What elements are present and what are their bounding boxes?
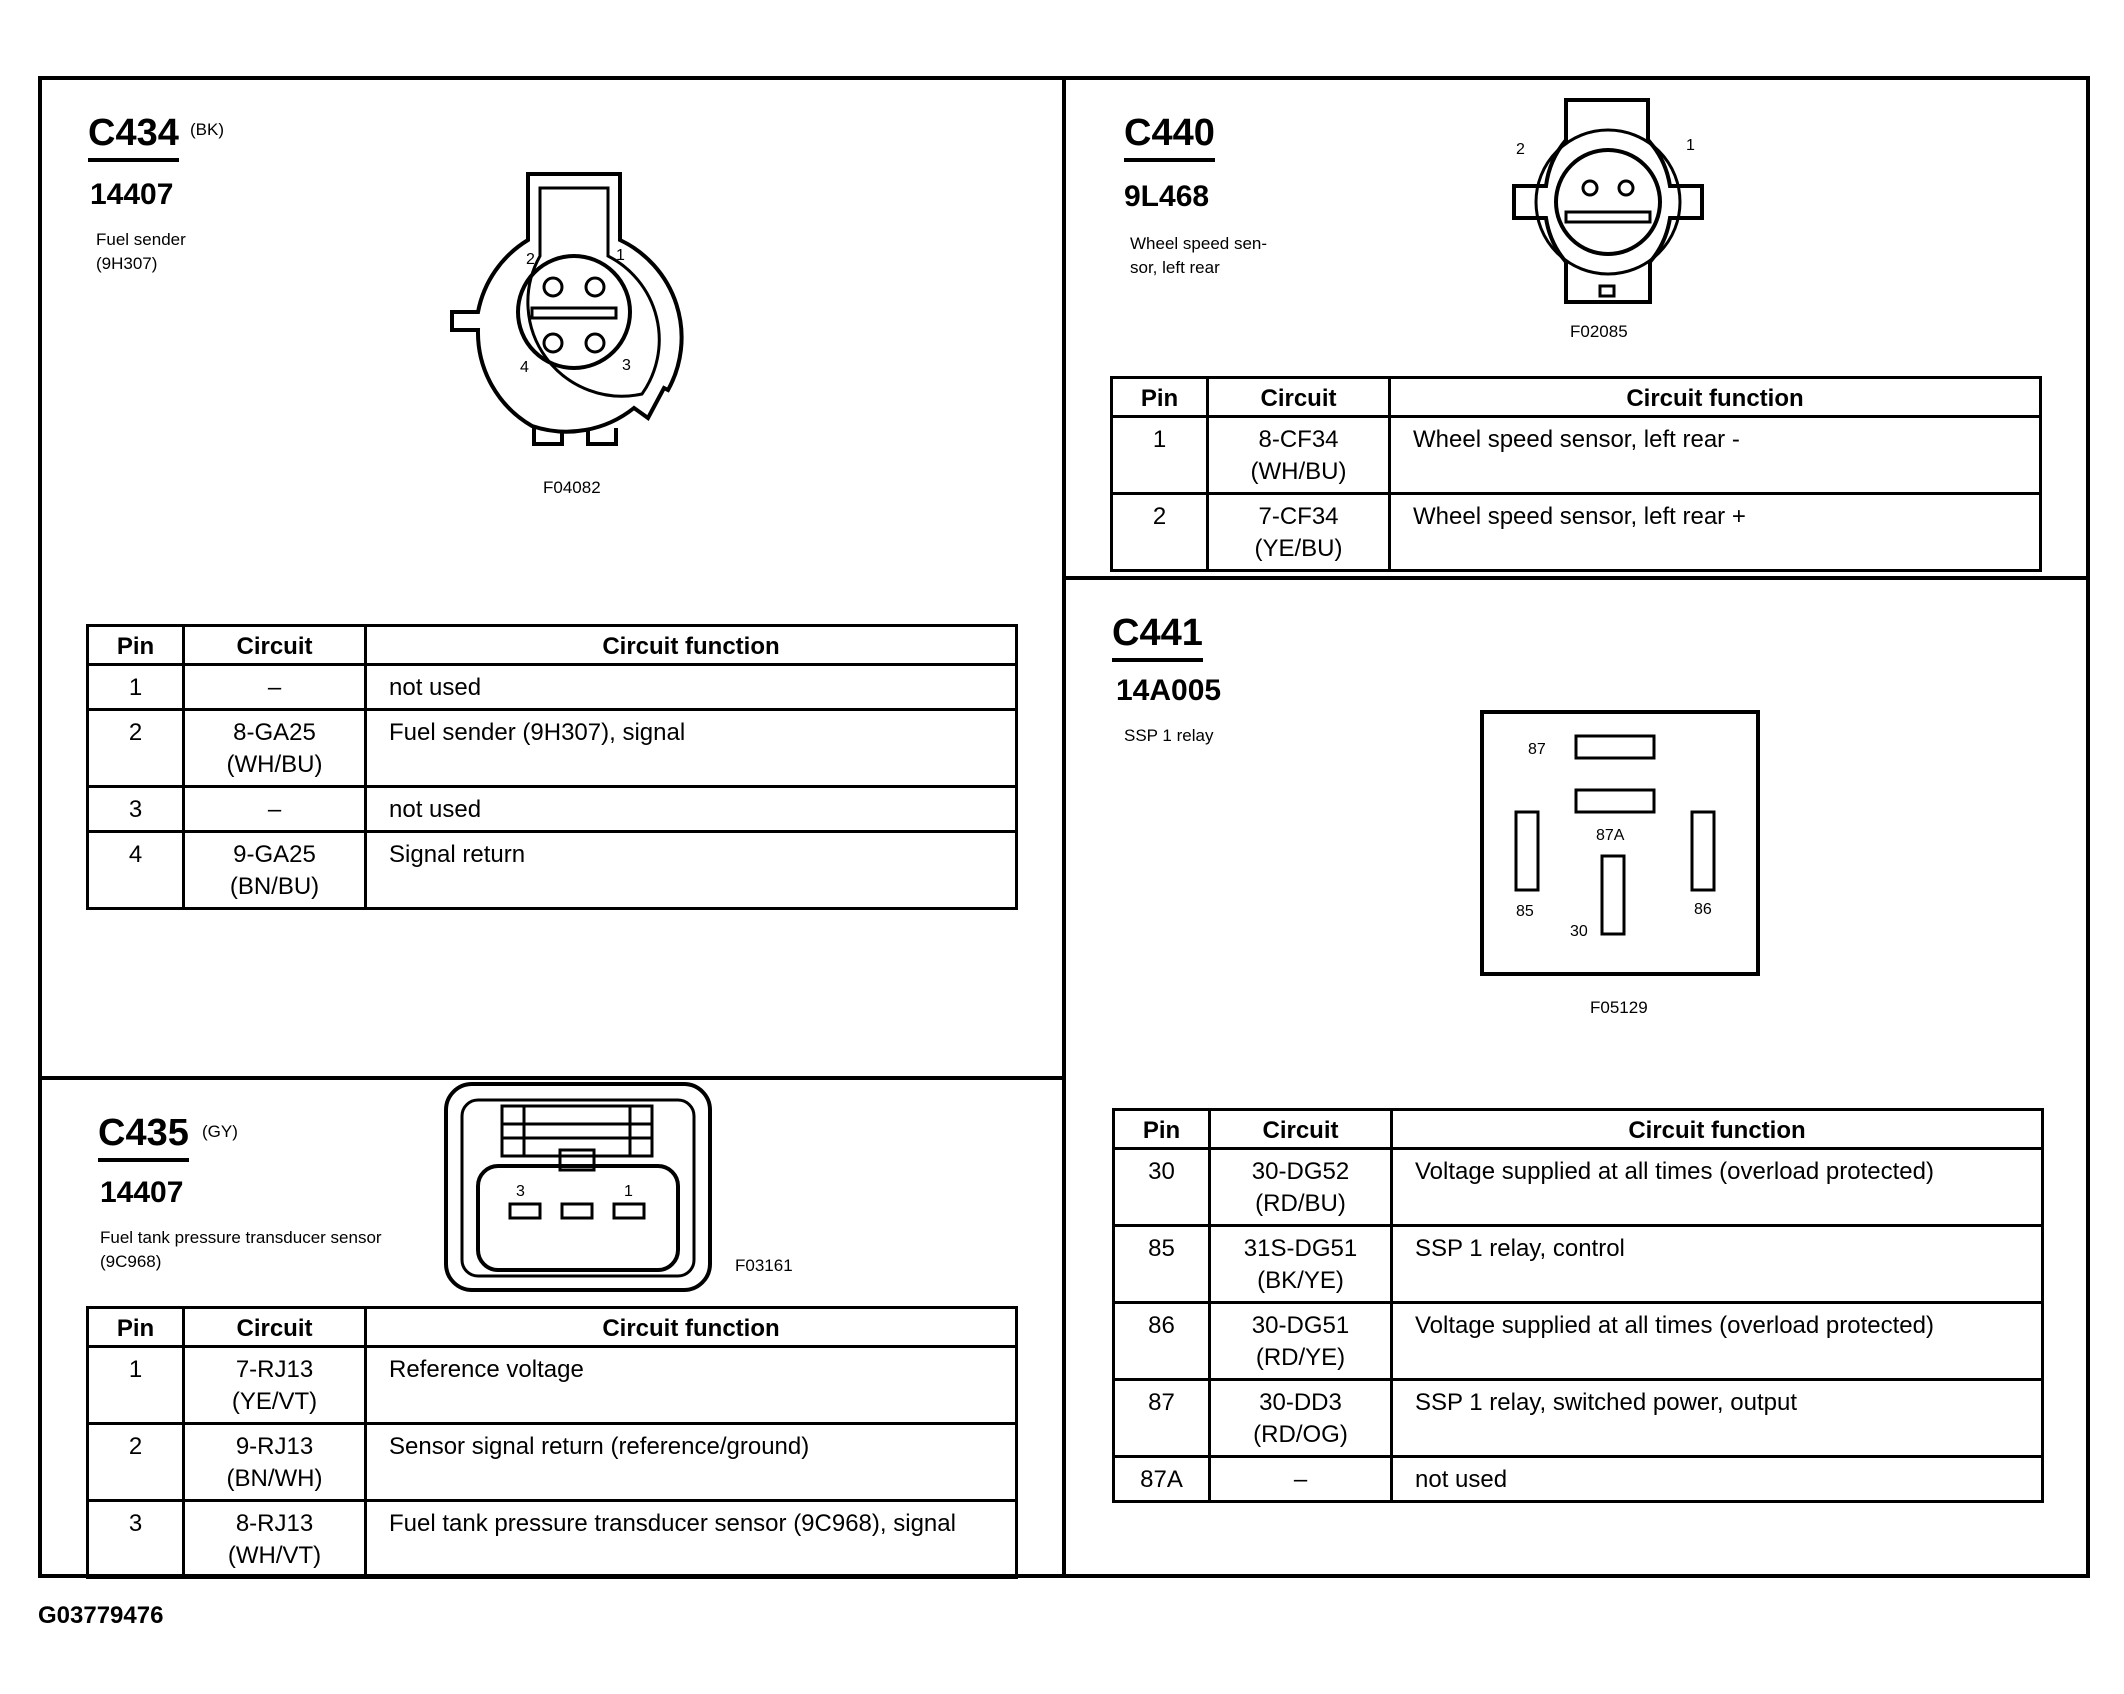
- function-cell: Reference voltage: [366, 1347, 1017, 1424]
- table-row: [1114, 1303, 2043, 1380]
- c441-pin-label: 86: [1694, 901, 1712, 918]
- c434-pin-label: 3: [622, 357, 631, 374]
- pin-header: Pin: [1114, 1110, 1210, 1149]
- c440-part-number: 9L468: [1124, 180, 1210, 213]
- table-row: [88, 1424, 1017, 1501]
- c441-description: SSP 1 relay: [1124, 726, 1214, 745]
- c441-relay-drawing: [1478, 708, 1762, 978]
- circuit-cell: –: [1210, 1457, 1392, 1502]
- c440-pin-label: 2: [1516, 141, 1525, 158]
- pin-cell: 2: [1112, 494, 1208, 571]
- c434-part-number: 14407: [90, 178, 174, 211]
- c440-connector-id: C440: [1124, 114, 1215, 162]
- circuit-cell: 7-CF34 (YE/BU): [1208, 494, 1390, 571]
- c435-connector-drawing: [440, 1080, 720, 1296]
- circuit-cell: 30-DG51 (RD/YE): [1210, 1303, 1392, 1380]
- circuit-header: Circuit: [184, 626, 366, 665]
- circuit-cell: 8-RJ13 (WH/VT): [184, 1501, 366, 1578]
- pin-cell: 1: [1112, 417, 1208, 494]
- function-cell: Signal return: [366, 832, 1017, 909]
- function-header: Circuit function: [1392, 1110, 2043, 1149]
- table-row: [88, 1347, 1017, 1424]
- c435-color-tag: (GY): [202, 1122, 238, 1141]
- table-row: [1112, 494, 2041, 571]
- right-horizontal-divider: [1064, 576, 2090, 580]
- pin-cell: 3: [88, 787, 184, 832]
- c435-pin-label: 1: [624, 1183, 633, 1200]
- table-header-row: [88, 1308, 1017, 1347]
- table-header-row: [88, 626, 1017, 665]
- circuit-cell: 9-GA25 (BN/BU): [184, 832, 366, 909]
- pin-cell: 1: [88, 1347, 184, 1424]
- table-row: [1114, 1380, 2043, 1457]
- c434-connector-drawing: [440, 160, 700, 460]
- c435-part-number: 14407: [100, 1176, 184, 1209]
- pin-cell: 87: [1114, 1380, 1210, 1457]
- circuit-header: Circuit: [1210, 1110, 1392, 1149]
- function-header: Circuit function: [366, 1308, 1017, 1347]
- table-header-row: [1114, 1110, 2043, 1149]
- table-row: [1114, 1149, 2043, 1226]
- function-header: Circuit function: [366, 626, 1017, 665]
- c435-pin-label: 3: [516, 1183, 525, 1200]
- c440-connector-drawing: [1500, 90, 1720, 310]
- function-cell: Fuel tank pressure transducer sensor (9C968), signal: [366, 1501, 1017, 1578]
- function-cell: not used: [366, 787, 1017, 832]
- c435-figure-code: F03161: [735, 1256, 793, 1275]
- circuit-cell: 30-DG52 (RD/BU): [1210, 1149, 1392, 1226]
- c441-pin-table: [1112, 1108, 2044, 1503]
- circuit-cell: 31S-DG51 (BK/YE): [1210, 1226, 1392, 1303]
- pin-cell: 2: [88, 710, 184, 787]
- vertical-divider: [1062, 76, 1066, 1578]
- pin-cell: 30: [1114, 1149, 1210, 1226]
- function-header: Circuit function: [1390, 378, 2041, 417]
- c441-pin-label: 87A: [1596, 827, 1625, 844]
- c440-description: Wheel speed sen- sor, left rear: [1130, 234, 1268, 277]
- pin-cell: 4: [88, 832, 184, 909]
- function-cell: Voltage supplied at all times (overload protected): [1392, 1303, 2043, 1380]
- pin-cell: 86: [1114, 1303, 1210, 1380]
- c434-description: Fuel sender (9H307): [96, 230, 186, 273]
- table-row: [88, 665, 1017, 710]
- c434-pin-label: 2: [526, 251, 535, 268]
- c434-color-tag: (BK): [190, 120, 224, 139]
- table-row: [1114, 1457, 2043, 1502]
- circuit-cell: –: [184, 665, 366, 710]
- circuit-cell: 9-RJ13 (BN/WH): [184, 1424, 366, 1501]
- pin-cell: 3: [88, 1501, 184, 1578]
- c440-pin-label: 1: [1686, 137, 1695, 154]
- c435-connector-id: C435: [98, 1114, 189, 1162]
- c440-pin-table: [1110, 376, 2042, 572]
- c435-pin-table: [86, 1306, 1018, 1579]
- c441-figure-code: F05129: [1590, 998, 1648, 1017]
- figure-reference-code: G03779476: [38, 1602, 164, 1629]
- function-cell: SSP 1 relay, control: [1392, 1226, 2043, 1303]
- table-header-row: [1112, 378, 2041, 417]
- pin-header: Pin: [88, 1308, 184, 1347]
- circuit-cell: 8-CF34 (WH/BU): [1208, 417, 1390, 494]
- c441-pin-label: 85: [1516, 903, 1534, 920]
- table-row: [88, 787, 1017, 832]
- table-row: [1112, 417, 2041, 494]
- function-cell: not used: [1392, 1457, 2043, 1502]
- c434-pin-table: [86, 624, 1018, 910]
- function-cell: Sensor signal return (reference/ground): [366, 1424, 1017, 1501]
- function-cell: Fuel sender (9H307), signal: [366, 710, 1017, 787]
- c440-figure-code: F02085: [1570, 322, 1628, 341]
- pin-cell: 85: [1114, 1226, 1210, 1303]
- c441-part-number: 14A005: [1116, 674, 1222, 707]
- c441-pin-label: 30: [1570, 923, 1588, 940]
- c434-pin-label: 4: [520, 359, 529, 376]
- c434-connector-id: C434: [88, 114, 179, 162]
- pin-cell: 2: [88, 1424, 184, 1501]
- c434-pin-label: 1: [616, 247, 625, 264]
- circuit-header: Circuit: [1208, 378, 1390, 417]
- pin-cell: 87A: [1114, 1457, 1210, 1502]
- table-row: [88, 1501, 1017, 1578]
- circuit-cell: 8-GA25 (WH/BU): [184, 710, 366, 787]
- c435-description: Fuel tank pressure transducer sensor (9C968): [100, 1228, 382, 1271]
- function-cell: not used: [366, 665, 1017, 710]
- function-cell: Wheel speed sensor, left rear -: [1390, 417, 2041, 494]
- c434-figure-code: F04082: [543, 478, 601, 497]
- circuit-cell: 7-RJ13 (YE/VT): [184, 1347, 366, 1424]
- pin-header: Pin: [88, 626, 184, 665]
- function-cell: Wheel speed sensor, left rear +: [1390, 494, 2041, 571]
- table-row: [88, 710, 1017, 787]
- table-row: [88, 832, 1017, 909]
- pin-cell: 1: [88, 665, 184, 710]
- c441-pin-label: 87: [1528, 741, 1546, 758]
- circuit-cell: 30-DD3 (RD/OG): [1210, 1380, 1392, 1457]
- function-cell: Voltage supplied at all times (overload protected): [1392, 1149, 2043, 1226]
- function-cell: SSP 1 relay, switched power, output: [1392, 1380, 2043, 1457]
- pin-header: Pin: [1112, 378, 1208, 417]
- c441-connector-id: C441: [1112, 614, 1203, 662]
- circuit-header: Circuit: [184, 1308, 366, 1347]
- table-row: [1114, 1226, 2043, 1303]
- circuit-cell: –: [184, 787, 366, 832]
